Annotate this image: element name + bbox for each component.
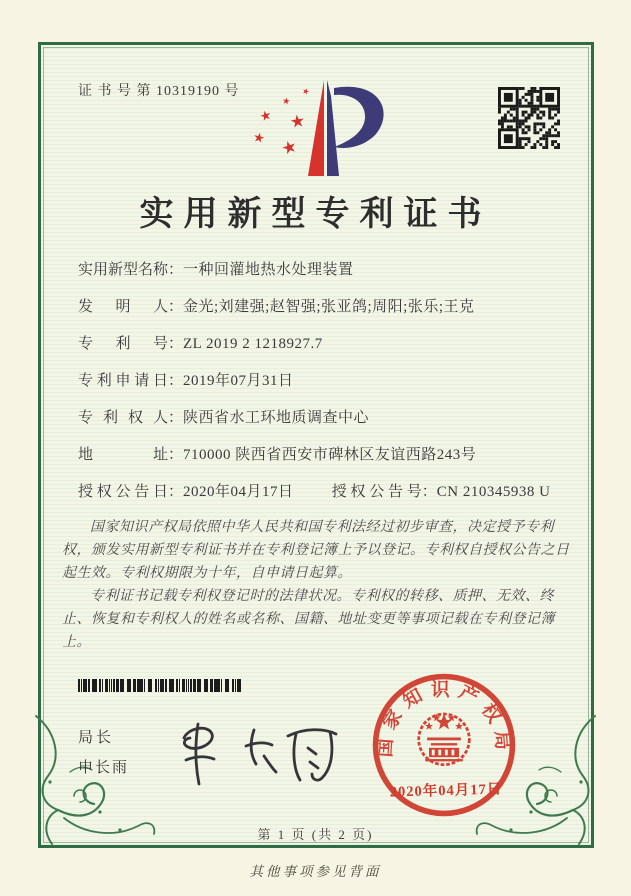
cnipa-logo-icon: [240, 76, 400, 184]
legal-text: [62, 516, 570, 654]
field-list: [78, 260, 570, 519]
seal-date: 2020年04月17日: [389, 781, 503, 801]
field-colon: ：: [421, 484, 437, 500]
field-colon: ：: [168, 299, 184, 315]
patent-number: ZL 2019 2 1218927.7: [183, 336, 323, 352]
field-label: 专利申请日: [78, 373, 168, 389]
field-label: 地址: [78, 447, 168, 463]
field-row: [78, 482, 570, 502]
field-label: 发明人: [78, 299, 168, 315]
officer-name: 申长雨: [78, 760, 130, 776]
field-colon: ：: [168, 447, 184, 463]
field-row: [78, 260, 570, 280]
star-icon: ★: [300, 86, 311, 97]
field-label: 专利号: [78, 336, 168, 352]
star-icon: ★: [288, 111, 307, 133]
star-icon: ★: [258, 107, 274, 126]
legal-paragraph: 国家知识产权局依照中华人民共和国专利法经过初步审查，决定授予专利权，颁发实用新型专利证书并在专利登记簿上予以登记。专利权自授权公告之日起生效。专利权期限为十年，自申请日起算。: [62, 520, 570, 581]
certificate-title: 实用新型专利证书: [139, 196, 492, 233]
address: 710000 陕西省西安市碑林区友谊西路243号: [183, 447, 477, 463]
utility-model-name: 一种回灌地热水处理装置: [183, 262, 354, 278]
legal-paragraph: 专利证书记载专利权登记时的法律状况。专利权的转移、质押、无效、终止、恢复和专利权人的姓名或名称、国籍、地址变更等事项记载在专利登记簿上。: [62, 589, 555, 650]
barcode-icon: [78, 679, 242, 692]
field-label: 专利权人: [78, 410, 168, 426]
grant-number: CN 210345938 U: [436, 484, 551, 500]
back-note: 其他事项参见背面: [249, 864, 382, 879]
field-label: 授权公告号: [331, 484, 422, 500]
field-colon: ：: [168, 373, 184, 389]
field-label: 实用新型名称: [78, 262, 169, 278]
field-row: [78, 297, 570, 317]
grant-date-pair: [78, 482, 328, 502]
grant-number-pair: [332, 484, 551, 500]
grant-date: 2020年04月17日: [183, 484, 294, 500]
star-icon: ★: [281, 96, 291, 108]
field-row: [78, 371, 570, 391]
seal-ring-text: 国家知识产权局: [374, 679, 514, 758]
inventors: 金光;刘建强;赵智强;张亚鸽;周阳;张乐;王克: [183, 299, 475, 315]
star-icon: ★: [279, 136, 300, 160]
filing-date: 2019年07月31日: [183, 373, 294, 389]
patentee: 陕西省水工环地质调查中心: [183, 410, 370, 426]
field-label: 授权公告日: [78, 484, 168, 500]
qr-code: [498, 87, 560, 149]
field-row: [78, 334, 570, 354]
signature-icon: [168, 712, 348, 797]
field-colon: ：: [168, 336, 184, 352]
field-colon: ：: [168, 484, 184, 500]
page-number: 第 1 页 (共 2 页): [257, 827, 374, 842]
officer-title: 局长: [78, 730, 115, 746]
field-colon: ：: [168, 262, 184, 278]
certificate-number: 证 书 号 第 10319190 号: [78, 84, 240, 99]
field-row: [78, 408, 570, 428]
field-colon: ：: [168, 410, 184, 426]
field-row: [78, 445, 570, 465]
star-icon: ★: [251, 129, 267, 148]
national-emblem-icon: [419, 714, 470, 765]
